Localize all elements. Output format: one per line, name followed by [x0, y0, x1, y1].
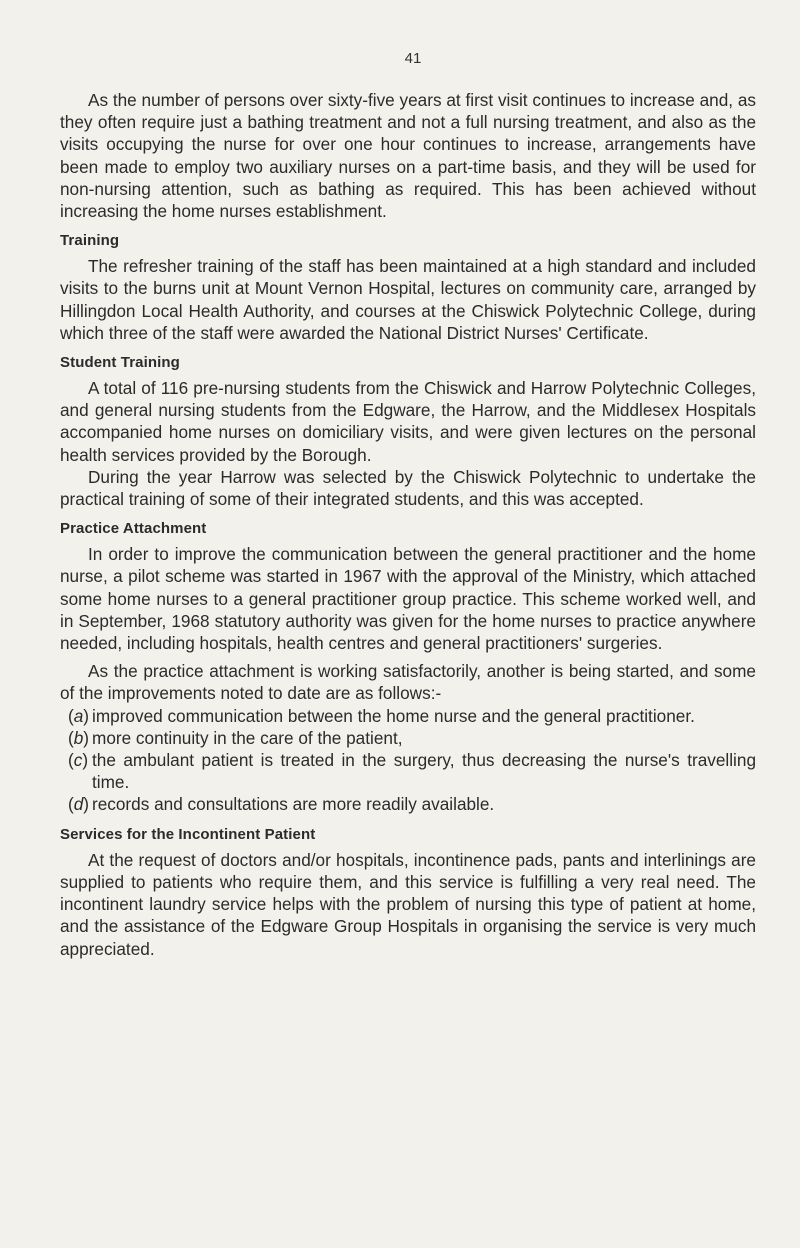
list-marker: (a) [68, 705, 90, 726]
practice-attachment-paragraph-1: In order to improve the communication between the general practitioner and the home nurse, a pilot scheme was started in 1967 with the approval of the Ministry, which attached some home nurses to a general practitioner group practice. This scheme worked well, and in September, 1968 statutory authority was given for the home nurses to practice anywhere needed, including hospitals, health centres and general practitioners' surgeries. [60, 544, 756, 654]
list-item [60, 727, 756, 749]
list-item-text: records and consultations are more readily available. [92, 794, 495, 815]
list-item [60, 749, 756, 793]
improvements-list [60, 705, 756, 816]
intro-paragraph: As the number of persons over sixty-five years at first visit continues to increase and, as they often require just a bathing treatment and not a full nursing treatment, and also as the visits occupying the nurse for over one hour continues to increase, arrangements have been made to employ two auxiliary nurses on a part-time basis, and they will be used for non-nursing attention, such as bathing as required. This has been achieved without increasing the home nurses establishment. [60, 90, 756, 222]
list-marker: (b) [68, 727, 90, 748]
incontinent-heading: Services for the Incontinent Patient [60, 825, 316, 843]
list-item [60, 793, 756, 815]
list-marker: (c) [68, 750, 89, 771]
list-item-text: more continuity in the care of the patient, [92, 727, 403, 748]
list-item [60, 705, 756, 727]
student-training-paragraph-1: A total of 116 pre-nursing students from the Chiswick and Harrow Polytechnic Colleges, and general nursing students from the Edgware, the Harrow, and the Middlesex Hospitals accompanied home nurses on domiciliary visits, and were given lectures on the personal health services provided by the Borough. [60, 378, 756, 465]
practice-attachment-heading: Practice Attachment [60, 520, 207, 538]
practice-attachment-paragraph-2: As the practice attachment is working satisfactorily, another is being started, and some of the improvements noted to date are as follows:- [60, 661, 756, 704]
list-item-text: the ambulant patient is treated in the surgery, thus decreasing the nurse's travelling time. [92, 750, 756, 793]
student-training-heading: Student Training [60, 354, 180, 372]
list-marker: (d) [68, 794, 90, 815]
incontinent-paragraph: At the request of doctors and/or hospitals, incontinence pads, pants and interlinings are supplied to patients who require them, and this service is fulfilling a very real need. The incontinent laundry service helps with the problem of nursing this type of patient at home, and the assistance of the Edgware Group Hospitals in organising the service is very much appreciated. [60, 849, 756, 959]
training-heading: Training [60, 232, 120, 250]
page-number: 41 [404, 50, 422, 67]
document-page [60, 50, 756, 960]
training-paragraph: The refresher training of the staff has been maintained at a high standard and included visits to the burns unit at Mount Vernon Hospital, lectures on community care, arranged by Hillingdon Local Health Authority, and courses at the Chiswick Polytechnic College, during which three of the staff were awarded the National District Nurses' Certificate. [60, 256, 756, 343]
list-item-text: improved communication between the home nurse and the general practitioner. [92, 705, 695, 726]
student-training-paragraph-2: During the year Harrow was selected by the Chiswick Polytechnic to undertake the practical training of some of their integrated students, and this was accepted. [60, 466, 756, 510]
